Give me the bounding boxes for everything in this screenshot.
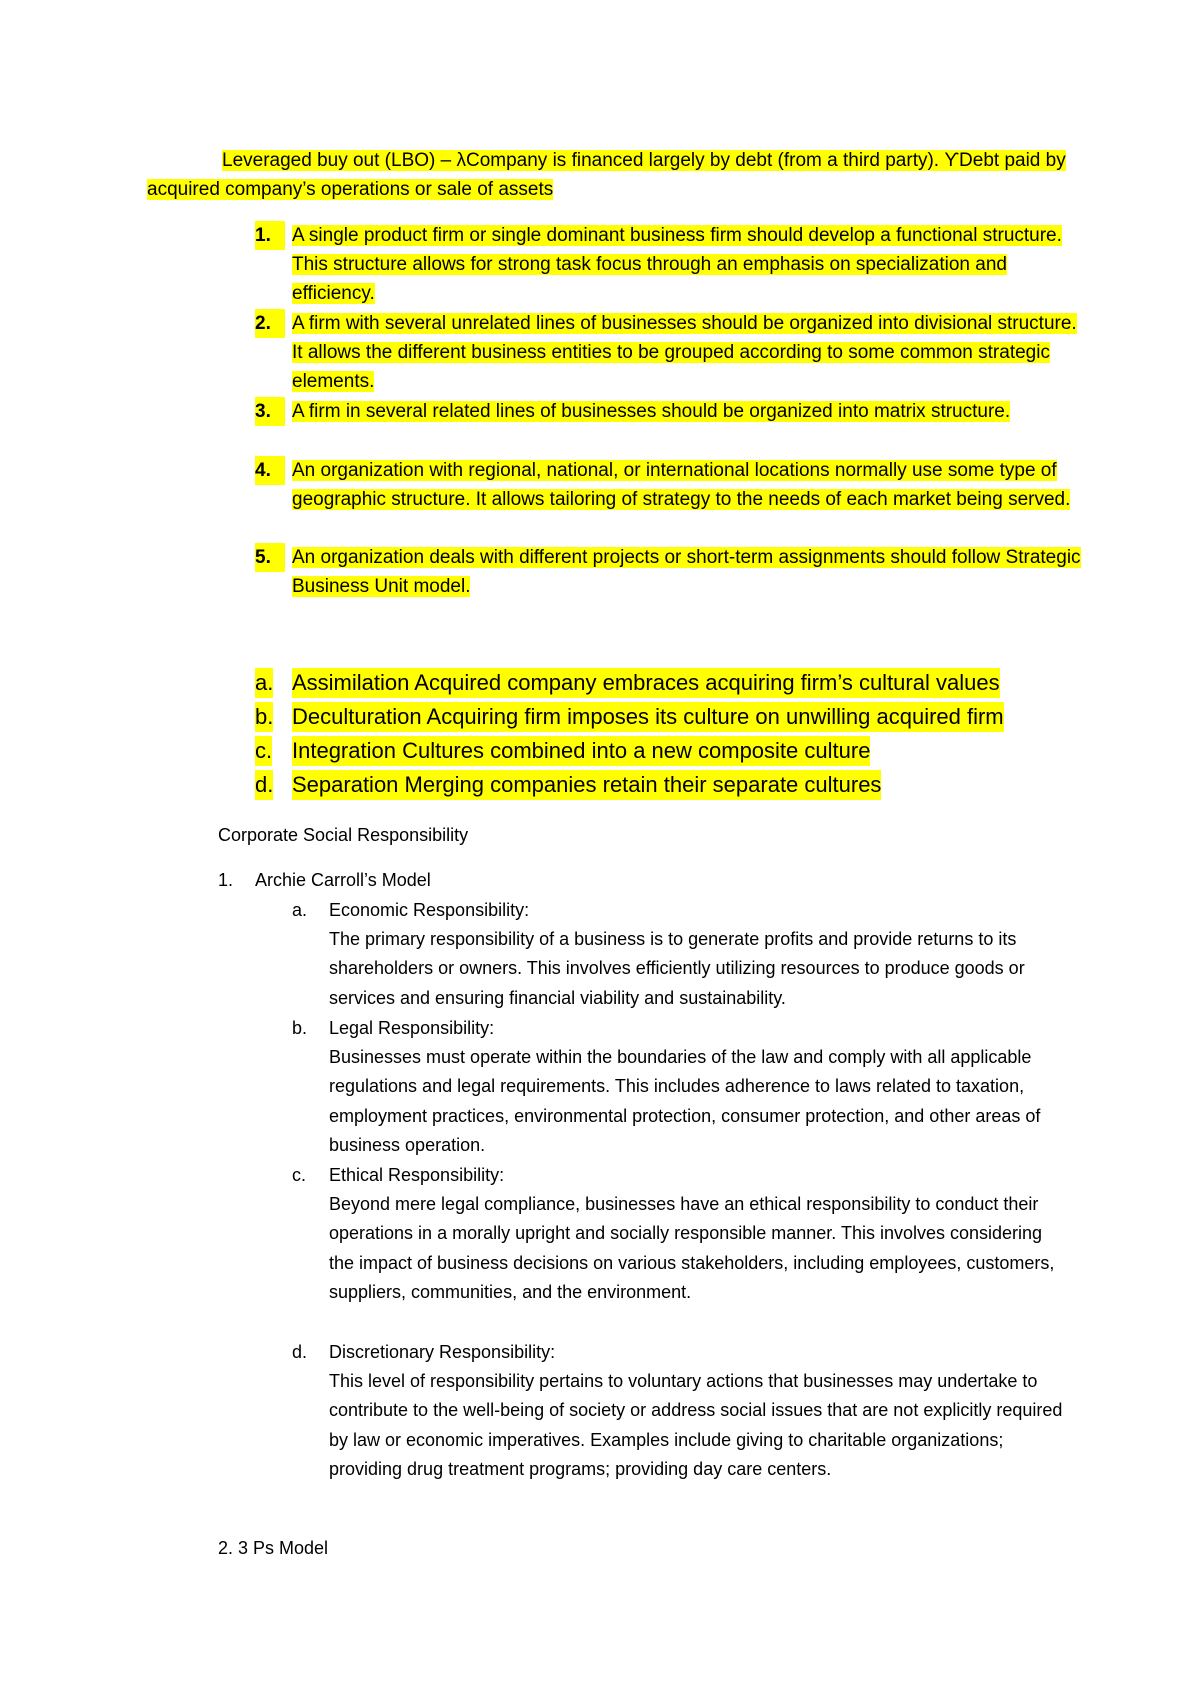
- csr-model-item: [218, 866, 431, 894]
- list-item-letter: c.: [255, 736, 272, 766]
- list-item-text: Deculturation Acquiring firm imposes its culture on unwilling acquired firm: [292, 702, 1004, 732]
- csr-model-number: 1.: [218, 870, 234, 890]
- list-item-number: 3.: [255, 397, 285, 426]
- responsibility-letter: d.: [292, 1342, 308, 1362]
- list-item-text: Separation Merging companies retain their separate cultures: [292, 770, 881, 800]
- list-item-text: A firm in several related lines of businesses should be organized into matrix structure.: [292, 401, 1011, 422]
- list-item-text: A single product firm or single dominant business firm should develop a functional structure. This structure allows for strong task focus through an emphasis on specialization and efficiency.: [292, 225, 1062, 304]
- list-item-text: An organization with regional, national, or international locations normally use some type of geographic structure. It allows tailoring of strategy to the needs of each market being served.: [292, 460, 1071, 510]
- list-item-number: 5.: [255, 543, 285, 572]
- list-item-text: A firm with several unrelated lines of businesses should be organized into divisional structure. It allows the different business entities to be grouped according to some common strategic elements.: [292, 313, 1077, 392]
- responsibility-title: Legal Responsibility:: [329, 1018, 495, 1038]
- list-item-text: Integration Cultures combined into a new composite culture: [292, 736, 870, 766]
- csr-model-item-2: 2. 3 Ps Model: [218, 1538, 329, 1558]
- list-item-number: 1.: [255, 221, 285, 250]
- list-item-number: 2.: [255, 309, 285, 338]
- list-item-text: Assimilation Acquired company embraces acquiring firm’s cultural values: [292, 668, 1000, 698]
- responsibility-title: Ethical Responsibility:: [329, 1165, 505, 1185]
- list-item-letter: a.: [255, 668, 273, 698]
- responsibility-letter: a.: [292, 900, 308, 920]
- responsibility-description: This level of responsibility pertains to voluntary actions that businesses may undertake to contribute to the well-being of society or address social issues that are not explicitly required by law or economic imperatives. Examples include giving to charitable organizations; providing drug treatment programs; providing day care centers.: [329, 1371, 1063, 1479]
- lbo-definition: [147, 146, 1077, 204]
- responsibility-description: Businesses must operate within the boundaries of the law and comply with all applicable regulations and legal requirements. This includes adherence to laws related to taxation, employment practices, environmental protection, consumer protection, and other areas of business operation.: [329, 1047, 1041, 1155]
- responsibility-letter: b.: [292, 1018, 308, 1038]
- responsibility-title: Discretionary Responsibility:: [329, 1342, 556, 1362]
- list-item-letter: b.: [255, 702, 273, 732]
- lbo-definition-text: Leveraged buy out (LBO) – λCompany is financed largely by debt (from a third party). ϒDebt paid by acquired company’s operations or sale of assets: [147, 150, 1066, 200]
- responsibility-description: Beyond mere legal compliance, businesses have an ethical responsibility to conduct their operations in a morally upright and socially responsible manner. This involves considering the impact of business decisions on various stakeholders, including employees, customers, suppliers, communities, and the environment.: [329, 1194, 1055, 1302]
- list-item-number: 4.: [255, 456, 285, 485]
- csr-heading: Corporate Social Responsibility: [218, 825, 469, 845]
- list-item-letter: d.: [255, 770, 273, 800]
- responsibility-title: Economic Responsibility:: [329, 900, 530, 920]
- responsibility-letter: c.: [292, 1165, 307, 1185]
- csr-model-title: Archie Carroll’s Model: [255, 870, 431, 890]
- responsibility-description: The primary responsibility of a business is to generate profits and provide returns to its shareholders or owners. This involves efficiently utilizing resources to produce goods or services and ensuring financial viability and sustainability.: [329, 929, 1025, 1008]
- list-item-text: An organization deals with different projects or short-term assignments should follow Strategic Business Unit model.: [292, 547, 1081, 597]
